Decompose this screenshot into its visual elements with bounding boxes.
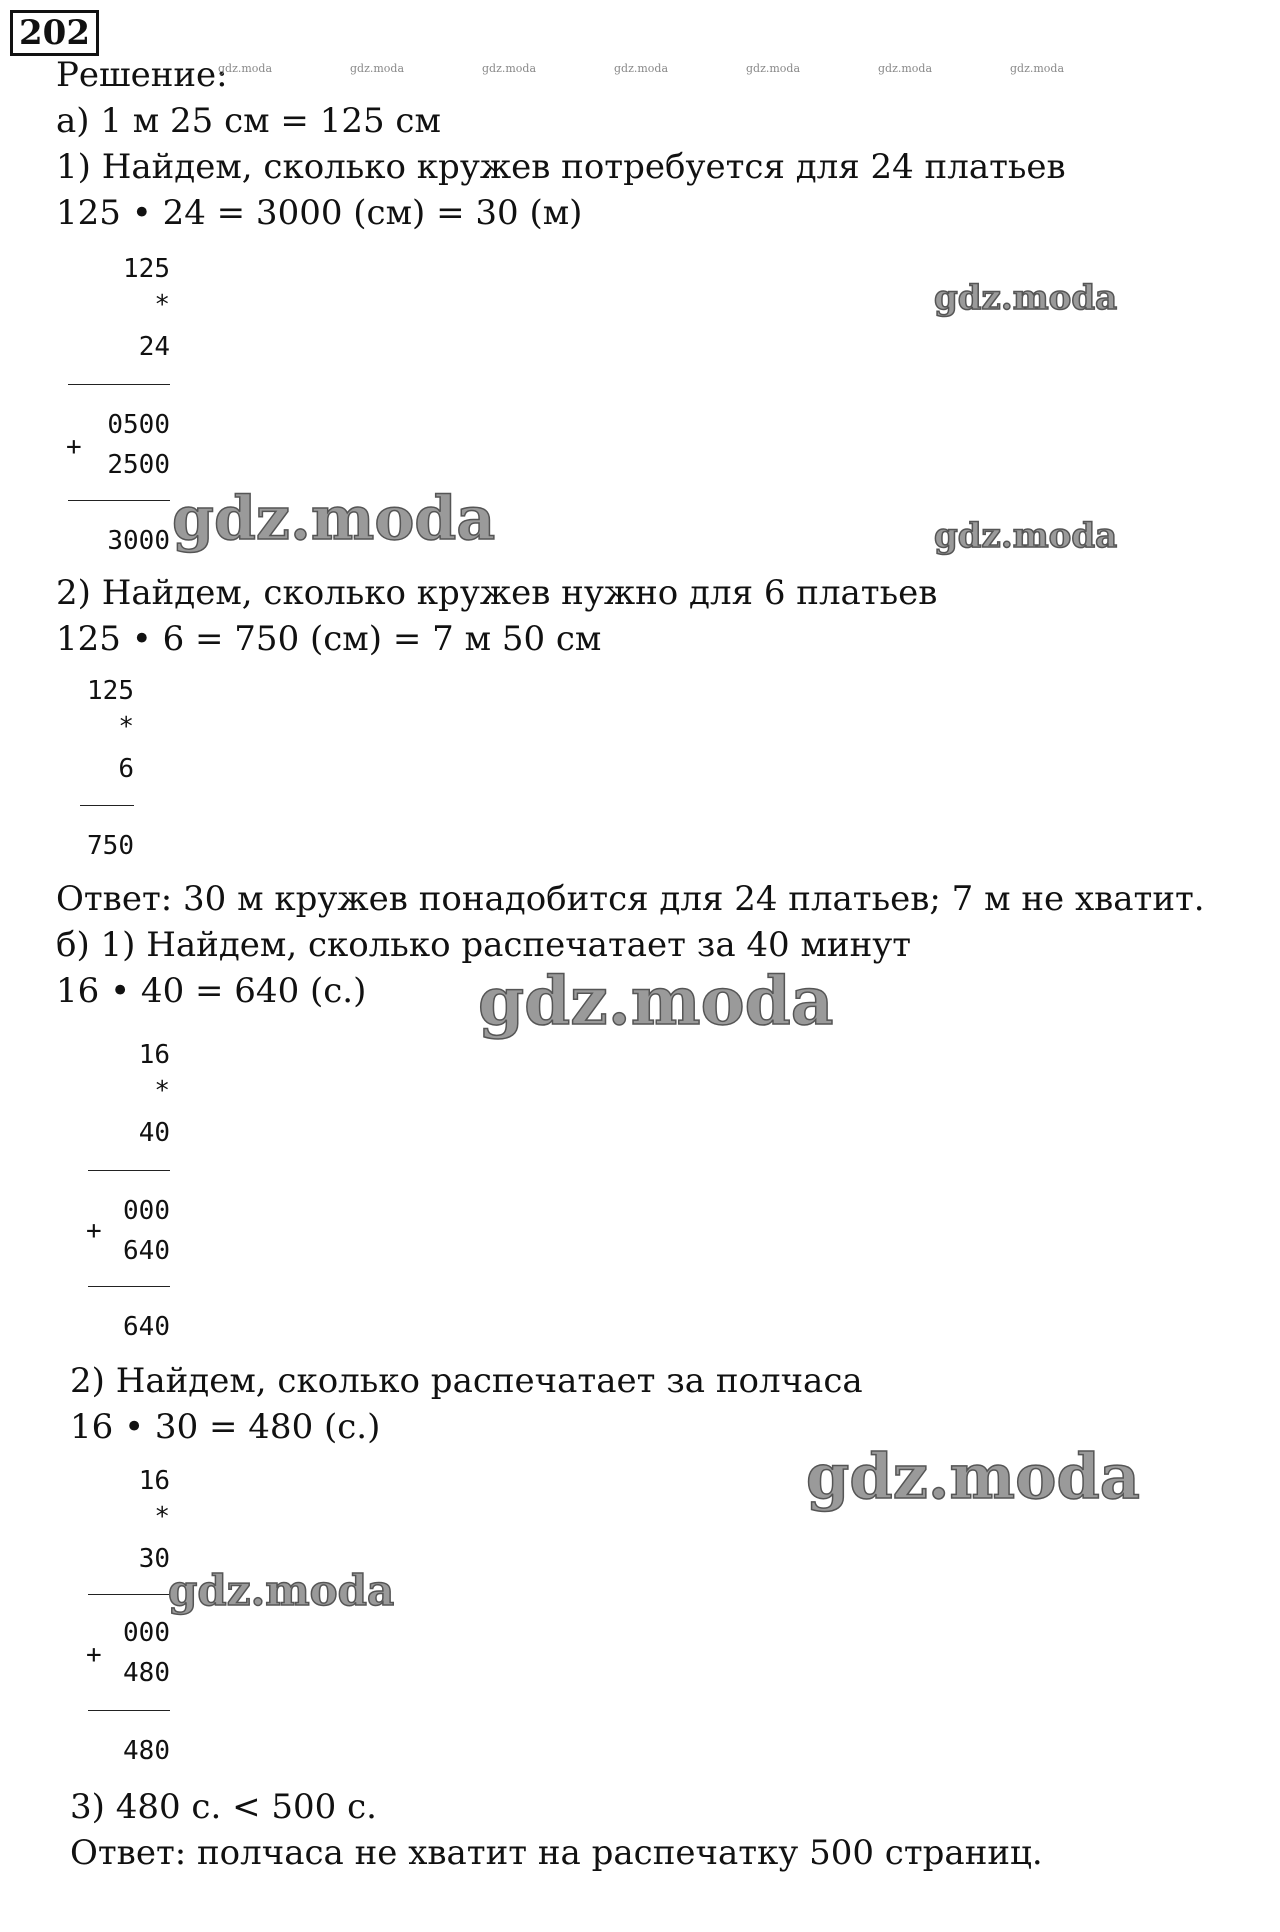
calc-a1-multiplicand: 125 xyxy=(123,254,170,284)
calc-a2-operator: * xyxy=(118,712,134,742)
watermark-small: gdz.moda xyxy=(350,62,405,75)
calc-b1-rule1 xyxy=(88,1170,170,1171)
calc-b2-multiplicand: 16 xyxy=(138,1466,170,1496)
calc-a1-rule1 xyxy=(68,384,170,385)
part-a-conversion: а) 1 м 25 см = 125 см xyxy=(56,101,441,141)
part-b-answer: Ответ: полчаса не хватит на распечатку 500 страниц. xyxy=(70,1833,1043,1873)
watermark: gdz.moda xyxy=(168,1566,395,1615)
calc-a1-rule2 xyxy=(68,500,170,501)
calc-b2-rule1 xyxy=(88,1594,170,1595)
calc-a1-partial2: 2500 xyxy=(107,450,170,480)
task-number: 202 xyxy=(10,10,99,56)
watermark: gdz.moda xyxy=(806,1440,1140,1513)
calc-a1-plus: + xyxy=(66,432,82,462)
calc-b2-rule2 xyxy=(88,1710,170,1711)
part-b-step2: 2) Найдем, сколько распечатает за полчаса xyxy=(70,1361,863,1401)
calc-b2-operator: * xyxy=(154,1502,170,1532)
watermark-small: gdz.moda xyxy=(1010,62,1065,75)
calc-b1-plus: + xyxy=(86,1216,102,1246)
part-b-eq2: 16 • 30 = 480 (с.) xyxy=(70,1407,381,1447)
watermark: gdz.moda xyxy=(172,484,496,554)
calc-b1-partial2: 640 xyxy=(123,1236,170,1266)
calc-b1-result: 640 xyxy=(123,1312,170,1342)
calc-a2-multiplier: 6 xyxy=(118,754,134,784)
calc-a2-multiplicand: 125 xyxy=(87,676,134,706)
watermark-small: gdz.moda xyxy=(878,62,933,75)
calc-b2-multiplier: 30 xyxy=(138,1544,170,1574)
calc-a1-multiplier: 24 xyxy=(138,332,170,362)
watermark-small: gdz.moda xyxy=(614,62,669,75)
calc-b1-operator: * xyxy=(154,1076,170,1106)
calc-b2-plus: + xyxy=(86,1640,102,1670)
calc-a1-operator: * xyxy=(154,290,170,320)
watermark-small: gdz.moda xyxy=(746,62,801,75)
solution-label: Решение: xyxy=(56,55,228,95)
calc-b2-result: 480 xyxy=(123,1736,170,1766)
part-b-step1: б) 1) Найдем, сколько распечатает за 40 минут xyxy=(56,925,912,965)
watermark: gdz.moda xyxy=(934,278,1118,318)
calc-b2-partial2: 480 xyxy=(123,1658,170,1688)
part-a-eq2: 125 • 6 = 750 (см) = 7 м 50 см xyxy=(56,619,602,659)
calc-b1-multiplier: 40 xyxy=(138,1118,170,1148)
calc-a2-rule xyxy=(80,805,134,806)
part-a-answer: Ответ: 30 м кружев понадобится для 24 платьев; 7 м не хватит. xyxy=(56,879,1205,919)
watermark-small: gdz.moda xyxy=(218,62,273,75)
part-a-step1: 1) Найдем, сколько кружев потребуется для 24 платьев xyxy=(56,147,1066,187)
calc-b1-multiplicand: 16 xyxy=(138,1040,170,1070)
watermark: gdz.moda xyxy=(478,962,834,1040)
calc-b1-rule2 xyxy=(88,1286,170,1287)
calc-a2-result: 750 xyxy=(87,831,134,861)
part-b-eq1: 16 • 40 = 640 (с.) xyxy=(56,971,367,1011)
calc-b2-partial1: 000 xyxy=(123,1618,170,1648)
part-a-step2: 2) Найдем, сколько кружев нужно для 6 платьев xyxy=(56,573,938,613)
calc-b1-partial1: 000 xyxy=(123,1196,170,1226)
watermark-small: gdz.moda xyxy=(482,62,537,75)
watermark: gdz.moda xyxy=(934,516,1118,556)
part-b-step3: 3) 480 с. < 500 с. xyxy=(70,1787,377,1827)
calc-a1-result: 3000 xyxy=(107,526,170,556)
part-a-eq1: 125 • 24 = 3000 (см) = 30 (м) xyxy=(56,193,583,233)
calc-a1-partial1: 0500 xyxy=(107,410,170,440)
